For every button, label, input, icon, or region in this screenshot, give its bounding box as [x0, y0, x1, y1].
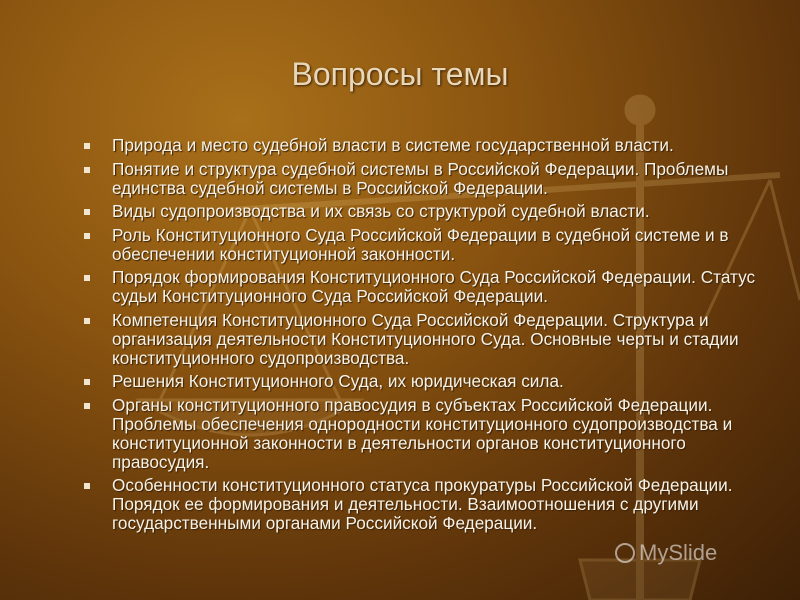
list-item-text: Понятие и структура судебной системы в Российской Федерации. Проблемы единства судебной системы в Российской Федерации.	[112, 158, 729, 198]
list-item-text: Природа и место судебной власти в системе государственной власти.	[112, 135, 674, 155]
topic-list	[80, 136, 770, 538]
list-item	[80, 268, 770, 306]
slide-title: Вопросы темы	[291, 56, 509, 92]
bullet-icon	[84, 403, 90, 409]
list-item-text: Виды судопроизводства и их связь со структурой судебной власти.	[112, 201, 650, 221]
list-item	[80, 202, 770, 221]
list-item	[80, 476, 770, 533]
watermark-text: MySlide	[639, 540, 718, 565]
list-item-text: Органы конституционного правосудия в субъектах Российской Федерации. Проблемы обеспечения однородности конституционного судопроизводства и конституционной законности в деятельности органов конституционного правосудия.	[112, 394, 733, 472]
watermark-logo-icon	[615, 543, 635, 563]
bullet-icon	[84, 167, 90, 173]
list-item-text: Роль Конституционного Суда Российской Федерации в судебной системе и в обеспечении конституционной законности.	[112, 224, 729, 264]
list-item	[80, 136, 770, 155]
list-item-text: Порядок формирования Конституционного Суда Российской Федерации. Статус судьи Конституционного Суда Российской Федерации.	[112, 267, 756, 306]
list-item	[80, 160, 770, 198]
list-item	[80, 396, 770, 472]
bullet-icon	[84, 318, 90, 324]
bullet-icon	[84, 379, 90, 385]
list-item	[80, 226, 770, 264]
list-item-text: Компетенция Конституционного Суда Российской Федерации. Структура и организация деятельности Конституционного Суда. Основные черты и стадии конституционного судопроизводства.	[112, 309, 739, 368]
bullet-icon	[84, 233, 90, 239]
bullet-icon	[84, 143, 90, 149]
list-item	[80, 311, 770, 368]
watermark	[615, 540, 717, 566]
list-item	[80, 372, 770, 391]
bullet-icon	[84, 209, 90, 215]
bullet-icon	[84, 275, 90, 281]
bullet-icon	[84, 483, 90, 489]
list-item-text: Решения Конституционного Суда, их юридическая сила.	[112, 371, 564, 391]
list-item-text: Особенности конституционного статуса прокуратуры Российской Федерации. Порядок ее формирования и деятельности. Взаимоотношения с другими государственными органами Российской Федерации.	[112, 475, 733, 533]
